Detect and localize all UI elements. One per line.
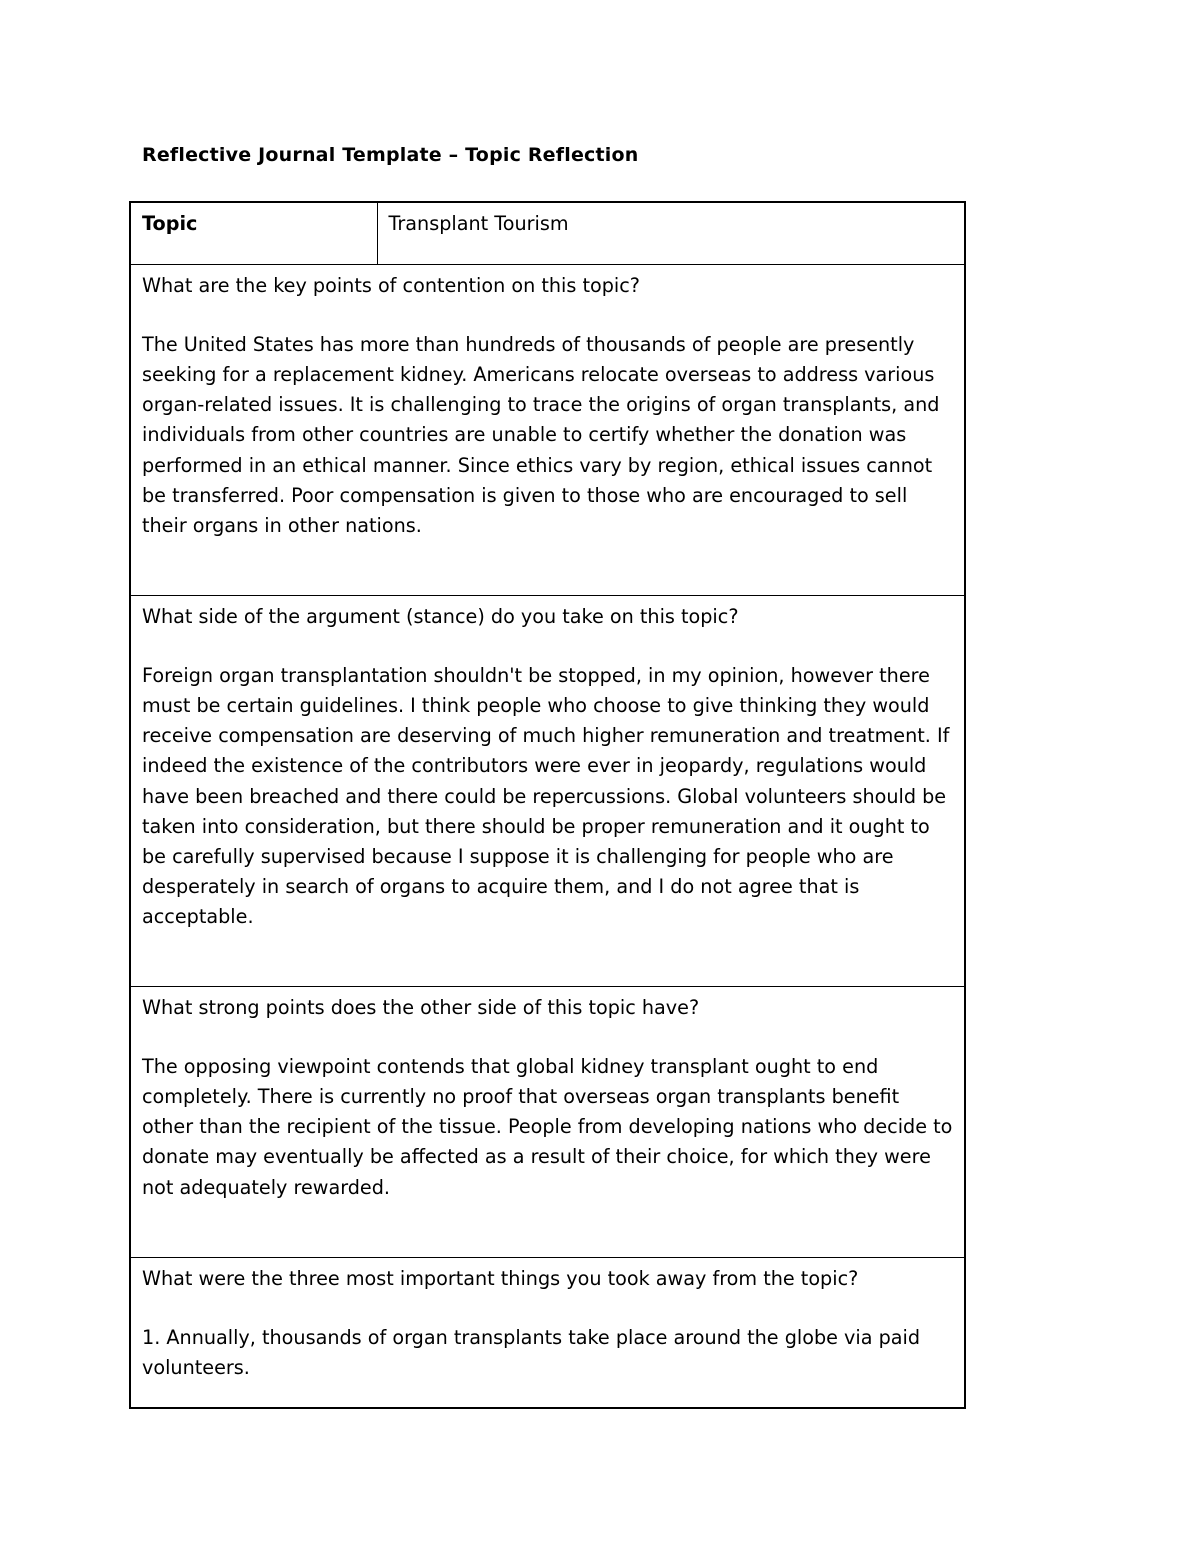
section-answer: The United States has more than hundreds of thousands of people are presently seeking for a replacement kidney. Americans relocate overseas to address various organ-related issues. It is challenging to trace the origins of organ transplants, and individuals from other countries are unable to certify whether the donation was performed in an ethical manner. Since ethics vary by region, ethical issues cannot be transferred. Poor compensation is given to those who are encouraged to sell their organs in other nations. [142, 332, 940, 537]
section-question: What strong points does the other side of this topic have? [142, 995, 700, 1019]
section-cell [130, 1257, 965, 1408]
section-answer: 1. Annually, thousands of organ transplants take place around the globe via paid volunteers. [142, 1325, 921, 1379]
section-cell [130, 595, 965, 986]
reflection-table [129, 201, 966, 1409]
section-question: What are the key points of contention on this topic? [142, 273, 640, 297]
section-key-points [130, 264, 965, 595]
section-question: What were the three most important things you took away from the topic? [142, 1266, 859, 1290]
topic-row [130, 202, 965, 264]
section-answer: The opposing viewpoint contends that global kidney transplant ought to end completely. There is currently no proof that overseas organ transplants benefit other than the recipient of the tissue. People from developing nations who decide to donate may eventually be affected as a result of their choice, for which they were not adequately rewarded. [142, 1054, 953, 1199]
section-other-side [130, 986, 965, 1257]
topic-label: Topic [130, 202, 377, 264]
section-question: What side of the argument (stance) do you take on this topic? [142, 604, 739, 628]
section-cell [130, 264, 965, 595]
document-title: Reflective Journal Template – Topic Reflection [142, 144, 639, 166]
section-stance [130, 595, 965, 986]
section-answer: Foreign organ transplantation shouldn't be stopped, in my opinion, however there must be certain guidelines. I think people who choose to give thinking they would receive compensation are deserving of much higher remuneration and treatment. If indeed the existence of the contributors were ever in jeopardy, regulations would have been breached and there could be repercussions. Global volunteers should be taken into consideration, but there should be proper remuneration and it ought to be carefully supervised because I suppose it is challenging for people who are desperately in search of organs to acquire them, and I do not agree that is acceptable. [142, 663, 950, 929]
section-takeaways [130, 1257, 965, 1408]
section-cell [130, 986, 965, 1257]
topic-value: Transplant Tourism [377, 202, 965, 264]
